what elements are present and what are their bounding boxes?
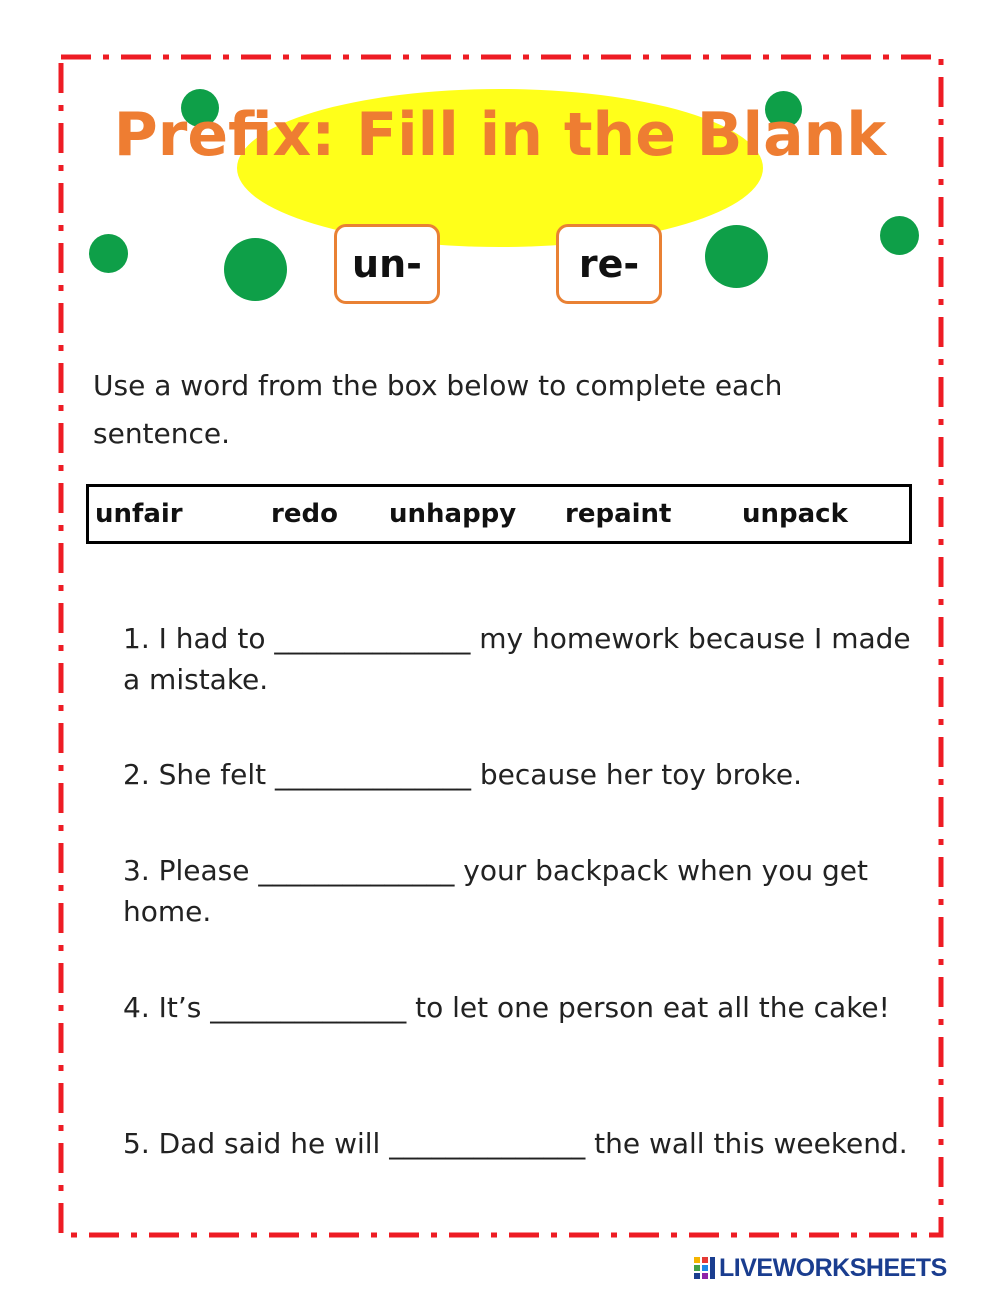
question-1: 1. I had to ______________ my homework because I made a mistake. [123, 622, 911, 696]
liveworksheets-wordmark: LIVEWORKSHEETS [719, 1253, 947, 1282]
decorative-dot [224, 238, 287, 301]
decorative-dot [89, 234, 128, 273]
question-3: 3. Please ______________ your backpack when you get home. [123, 854, 868, 928]
question-2: 2. She felt ______________ because her toy broke. [123, 758, 803, 791]
question-4: 4. It’s ______________ to let one person eat all the cake! [123, 991, 890, 1024]
instructions: Use a word from the box below to complete each sentence. [93, 369, 783, 450]
decorative-dot [880, 216, 919, 255]
decorative-dot [705, 225, 768, 288]
page-title: Prefix: Fill in the Blank [113, 100, 887, 170]
prefix-label: un- [352, 242, 422, 286]
prefix-box-un [334, 224, 440, 304]
word-bank-item: unhappy [389, 499, 517, 529]
word-bank-item: unpack [742, 499, 848, 529]
prefix-box-re [556, 224, 662, 304]
prefix-label: re- [578, 242, 640, 286]
liveworksheets-logo-icon [693, 1255, 717, 1281]
word-bank [86, 484, 912, 544]
word-bank-item: repaint [565, 499, 672, 529]
question-5: 5. Dad said he will ______________ the wall this weekend. [123, 1127, 908, 1160]
word-bank-item: redo [271, 499, 338, 529]
word-bank-item: unfair [95, 499, 183, 529]
liveworksheets-logo [693, 1253, 947, 1283]
